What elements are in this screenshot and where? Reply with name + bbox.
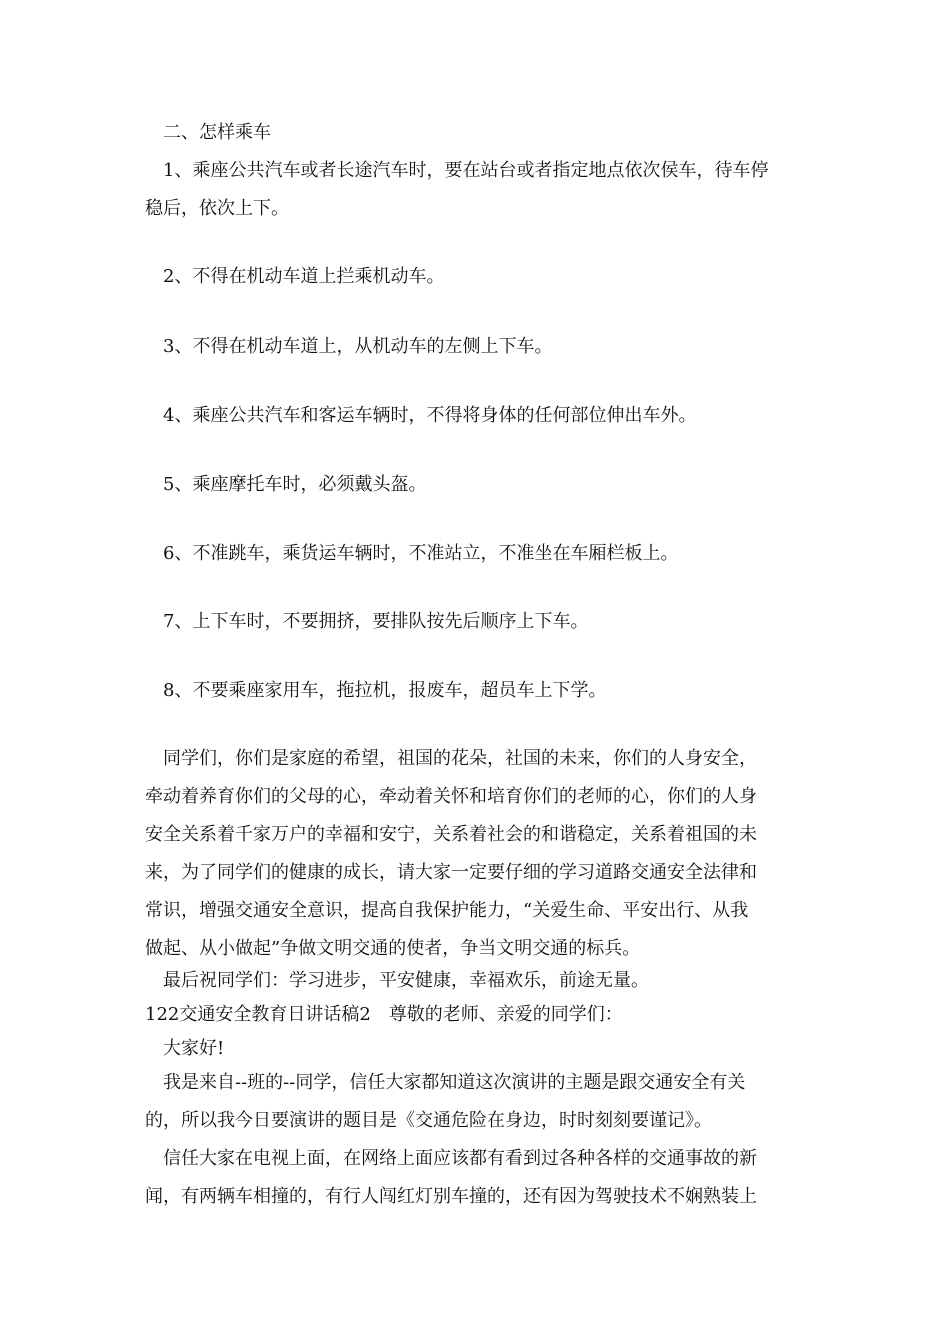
text-line: 122交通安全教育日讲话稿2 尊敬的老师、亲爱的同学们： — [145, 1004, 623, 1025]
text-line: 稳后，依次上下。 — [145, 198, 289, 219]
text-line: 安全关系着千家万户的幸福和安宁，关系着社会的和谐稳定，关系着祖国的未 — [145, 824, 757, 845]
text-line: 2、不得在机动车道上拦乘机动车。 — [163, 266, 445, 287]
text-line: 同学们，你们是家庭的希望，祖国的花朵，社国的未来，你们的人身安全， — [163, 748, 757, 769]
text-line: 我是来自--班的--同学，信任大家都知道这次演讲的主题是跟交通安全有关 — [163, 1072, 746, 1093]
text-line: 8、不要乘座家用车，拖拉机，报废车，超员车上下学。 — [163, 680, 607, 701]
text-line: 来，为了同学们的健康的成长，请大家一定要仔细的学习道路交通安全法律和 — [145, 862, 757, 883]
text-line: 大家好! — [163, 1038, 225, 1059]
text-line: 牵动着养育你们的父母的心，牵动着关怀和培育你们的老师的心，你们的人身 — [145, 786, 757, 807]
text-line: 的，所以我今日要演讲的题目是《交通危险在身边，时时刻刻要谨记》。 — [145, 1110, 712, 1131]
text-line: 3、不得在机动车道上，从机动车的左侧上下车。 — [163, 336, 553, 357]
text-line: 7、上下车时，不要拥挤，要排队按先后顺序上下车。 — [163, 611, 589, 632]
text-line: 闻，有两辆车相撞的，有行人闯红灯别车撞的，还有因为驾驶技术不娴熟装上 — [145, 1186, 757, 1207]
text-line: 最后祝同学们：学习进步，平安健康，幸福欢乐，前途无量。 — [163, 970, 649, 991]
text-line: 4、乘座公共汽车和客运车辆时，不得将身体的任何部位伸出车外。 — [163, 405, 697, 426]
text-line: 做起、从小做起”争做文明交通的使者，争当文明交通的标兵。 — [145, 938, 641, 959]
text-line: 信任大家在电视上面，在网络上面应该都有看到过各种各样的交通事故的新 — [163, 1148, 757, 1169]
text-line: 常识，增强交通安全意识，提高自我保护能力，“关爱生命、平安出行、从我 — [145, 900, 749, 921]
text-line: 1、乘座公共汽车或者长途汽车时，要在站台或者指定地点依次侯车，待车停 — [163, 160, 769, 181]
section-heading: 二、怎样乘车 — [163, 122, 271, 143]
text-line: 6、不准跳车，乘货运车辆时，不准站立，不准坐在车厢栏板上。 — [163, 543, 679, 564]
text-line: 5、乘座摩托车时，必须戴头盔。 — [163, 474, 427, 495]
